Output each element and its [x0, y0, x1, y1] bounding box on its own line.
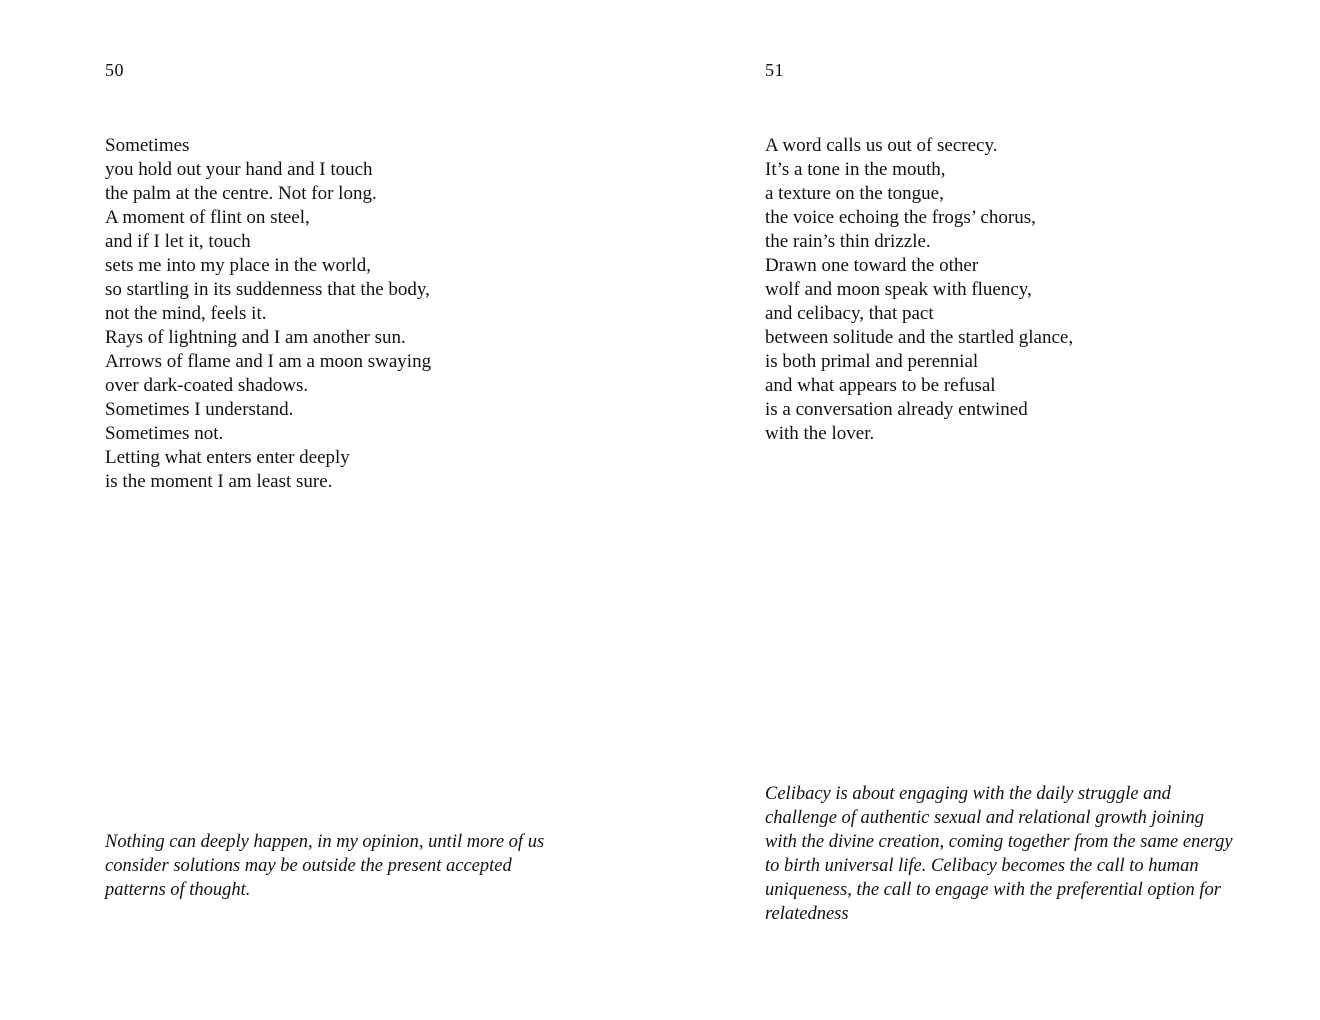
poem-line: is both primal and perennial	[765, 351, 979, 372]
poem-left	[105, 134, 431, 494]
poem-line: Sometimes not.	[105, 423, 224, 444]
poem-line: wolf and moon speak with fluency,	[765, 279, 1032, 300]
poem-line: Rays of lightning and I am another sun.	[105, 327, 406, 348]
poem-line: between solitude and the startled glance,	[765, 327, 1074, 348]
poem-line: the rain’s thin drizzle.	[765, 231, 931, 252]
italic-note-left: Nothing can deeply happen, in my opinion, until more of us consider solutions may be outside the present accepted patterns of thought.	[105, 832, 545, 900]
page-number-left: 50	[105, 60, 124, 80]
poem-line: a texture on the tongue,	[765, 183, 944, 204]
right-page	[765, 0, 1285, 1020]
poem-line: and if I let it, touch	[105, 231, 251, 252]
poem-line: so startling in its suddenness that the body,	[105, 279, 430, 300]
left-page	[105, 0, 665, 1020]
poem-line: Drawn one toward the other	[765, 255, 979, 276]
poem-line: the voice echoing the frogs’ chorus,	[765, 207, 1036, 228]
poem-line: and what appears to be refusal	[765, 375, 996, 396]
poem-line: It’s a tone in the mouth,	[765, 159, 946, 180]
page-number-right: 51	[765, 60, 784, 80]
poem-line: Arrows of flame and I am a moon swaying	[105, 351, 432, 372]
poem-line: you hold out your hand and I touch	[105, 159, 373, 180]
poem-right	[765, 134, 1073, 446]
poem-line: the palm at the centre. Not for long.	[105, 183, 377, 204]
poem-line: is the moment I am least sure.	[105, 471, 333, 492]
poem-line: not the mind, feels it.	[105, 303, 267, 324]
poem-line: Sometimes	[105, 135, 190, 156]
poem-line: Letting what enters enter deeply	[105, 447, 350, 468]
poem-line: sets me into my place in the world,	[105, 255, 371, 276]
italic-note-right: Celibacy is about engaging with the daily struggle and challenge of authentic sexual and relational growth joining with the divine creation, coming together from the same energy to birth universal life. Celibacy becomes the call to human uniqueness, the call to engage with the preferential option for relatedness	[765, 784, 1233, 924]
poem-line: A moment of flint on steel,	[105, 207, 310, 228]
poem-line: Sometimes I understand.	[105, 399, 294, 420]
poem-line: and celibacy, that pact	[765, 303, 934, 324]
poem-line: A word calls us out of secrecy.	[765, 135, 998, 156]
poem-line: over dark-coated shadows.	[105, 375, 309, 396]
poem-line: with the lover.	[765, 423, 875, 444]
poem-line: is a conversation already entwined	[765, 399, 1028, 420]
